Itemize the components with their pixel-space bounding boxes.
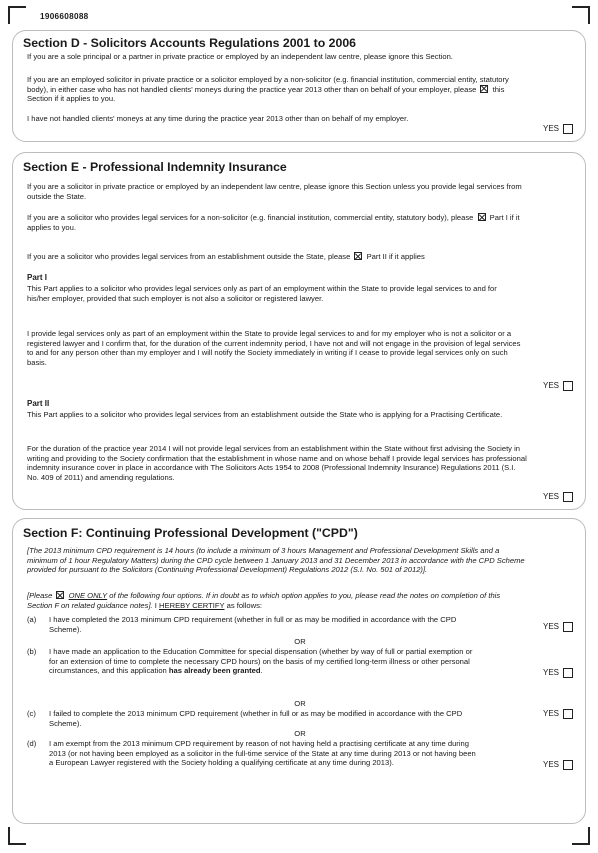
option-d-checkbox[interactable] — [563, 760, 573, 770]
section-e-para-1: If you are a solicitor in private practice or employed by an independent law centre, please ignore this Section unless you provide legal services from outside the State. — [27, 182, 522, 201]
instr-i: I — [154, 600, 157, 610]
or-separator: OR — [294, 637, 306, 646]
section-f-title: Section F: Continuing Professional Development ("CPD") — [23, 526, 358, 540]
instr-hereby-certify: HEREBY CERTIFY — [159, 600, 225, 610]
section-d-yes-checkbox[interactable] — [563, 124, 573, 134]
registration-mark-bottom-left — [8, 827, 26, 845]
checkbox-x-icon — [56, 591, 64, 599]
instr-please: [Please — [27, 591, 53, 600]
option-b-tail: . — [260, 666, 263, 676]
option-a-label: (a) — [27, 615, 37, 624]
yes-label: YES — [542, 668, 559, 677]
section-e-para-2-text: If you are a solicitor who provides legal services for a non-solicitor (e.g. financial institution, commercial entity, statutory body), please — [27, 213, 474, 222]
section-f-instructions — [27, 591, 527, 610]
registration-mark-top-right — [572, 6, 590, 24]
instr-as-follows: as follows: — [226, 600, 263, 610]
section-e-para-3-tail: Part II if it applies — [366, 252, 425, 261]
yes-label: YES — [542, 124, 559, 133]
part-1-heading: Part I — [27, 273, 48, 282]
option-b-bold: has already been granted — [168, 666, 261, 676]
yes-label: YES — [542, 381, 559, 390]
section-e-para-2-tail: Part I if it applies to you. — [27, 213, 520, 232]
section-d — [12, 30, 586, 142]
option-a-text: I have completed the 2013 minimum CPD requirement (whether in full or as may be modified in accordance with the CPD Scheme). — [49, 615, 457, 634]
option-a-checkbox[interactable] — [563, 622, 573, 632]
section-f — [12, 518, 586, 824]
part-2-yes — [543, 492, 573, 502]
yes-label: YES — [542, 622, 559, 631]
checkbox-x-icon — [478, 213, 486, 221]
section-d-para-2-tail: this Section if it applies to you. — [27, 84, 505, 104]
section-f-intro: [The 2013 minimum CPD requirement is 14 hours (to include a minimum of 3 hours Management and Professional Development Skills and a minimum of 1 hour Regulatory Matters) during the CPD cycle between 1 January 2013 and 31 December 2013 in accordance with the CPD Scheme provided for pursuant to the Solicitors (Continuing Professional Development) Regulations 2012 (S.I. No. 501 of 2012)]. — [27, 546, 525, 575]
part-2-heading: Part II — [27, 399, 50, 408]
option-b-checkbox[interactable] — [563, 668, 573, 678]
part-2-yes-checkbox[interactable] — [563, 492, 573, 502]
section-d-title: Section D - Solicitors Accounts Regulations 2001 to 2006 — [23, 36, 357, 50]
section-e-para-2 — [27, 213, 533, 232]
part-2-intro: This Part applies to a solicitor who provides legal services from an establishment outside the State who is applying for a Practising Certificate. — [27, 410, 503, 419]
section-e-title: Section E - Professional Indemnity Insurance — [23, 160, 287, 174]
document-id: 1906608088 — [40, 12, 89, 21]
registration-mark-bottom-right — [572, 827, 590, 845]
section-e — [12, 152, 586, 510]
part-2-declaration: For the duration of the practice year 2014 I will not provide legal services from an establishment within the State without first advising the Society in writing and providing to the Society confirmation that the establishment in whose name and on whose behalf I provide legal services has professional indemnity insurance cover in place in accordance with The Solicitors Acts 1954 to 2008 (Professional Indemnity Insurance) Regulations 2011 (S.I. No. 409 of 2011) and amending regulations. — [27, 444, 527, 483]
option-c-text: I failed to complete the 2013 minimum CPD requirement (whether in full or as may be modified in accordance with the CPD Scheme). — [49, 709, 463, 728]
option-b-yes — [543, 668, 573, 678]
part-1-declaration: I provide legal services only as part of an employment within the State to provide legal services to and for my employer who is not a solicitor or a registered lawyer and I confirm that, for the duration of the current indemnity period, I have not and will not engage in the provision of legal services to and for any person other than my employer and I will notify the Society immediately in writing if I cease to provide legal services only on such basis. — [27, 329, 521, 368]
yes-label: YES — [542, 709, 559, 718]
option-b-text — [49, 647, 479, 676]
part-1-yes-checkbox[interactable] — [563, 381, 573, 391]
option-a-yes — [543, 622, 573, 632]
or-separator: OR — [294, 729, 306, 738]
yes-label: YES — [542, 760, 559, 769]
part-1-intro: This Part applies to a solicitor who provides legal services only as part of an employment within the State to provide legal services to and for his/her employer, provided that such employer is not also a solicitor or registered lawyer. — [27, 284, 497, 303]
option-c-label: (c) — [27, 709, 36, 718]
checkbox-x-icon — [480, 85, 488, 93]
option-b-body: I have made an application to the Education Committee for special dispensation (whether by way of full or partial exemption or for an extension of time to complete the necessary CPD hours) on the basis of my certified long-term illness or other personal circumstances, and this application — [49, 647, 473, 676]
section-d-yes — [543, 124, 573, 134]
section-e-para-3 — [27, 252, 567, 262]
instr-body: of the following four options. If in doubt as to which option applies to you, please read the notes on completion of this Section F on related guidance notes]. — [27, 591, 501, 610]
option-d-text: I am exempt from the 2013 minimum CPD requirement by reason of not having held a practising certificate at any time during 2013 (or not having been employed as a solicitor in the full-time service of the State at any time during 2013 or not having been a European Lawyer registered with the Society holding a qualifying certificate at any time during 2013). — [49, 739, 476, 768]
instr-one-only: ONE ONLY — [68, 591, 108, 600]
or-separator: OR — [294, 699, 306, 708]
section-d-declaration: I have not handled clients' moneys at any time during the practice year 2013 other than on behalf of my employer. — [27, 114, 409, 123]
section-d-para-1: If you are a sole principal or a partner in private practice or employed by an independent law centre, please ignore this Section. — [27, 52, 453, 61]
section-d-para-2-text: If you are an employed solicitor in private practice or a solicitor employed by a non-solicitor (e.g. financial institution, commercial entity, statutory body), in either case who has not handled clients' moneys during the practice year 2013 other than on behalf of your employer, please — [27, 75, 509, 94]
checkbox-x-icon — [354, 252, 362, 260]
section-e-para-3-text: If you are a solicitor who provides legal services from an establishment outside the State, please — [27, 252, 351, 261]
option-c-yes — [543, 709, 573, 719]
option-d-label: (d) — [27, 739, 37, 748]
option-c-checkbox[interactable] — [563, 709, 573, 719]
option-d-yes — [543, 760, 573, 770]
registration-mark-top-left — [8, 6, 26, 24]
part-1-yes — [543, 381, 573, 391]
section-d-para-2 — [27, 75, 527, 104]
yes-label: YES — [542, 492, 559, 501]
option-b-label: (b) — [27, 647, 37, 656]
